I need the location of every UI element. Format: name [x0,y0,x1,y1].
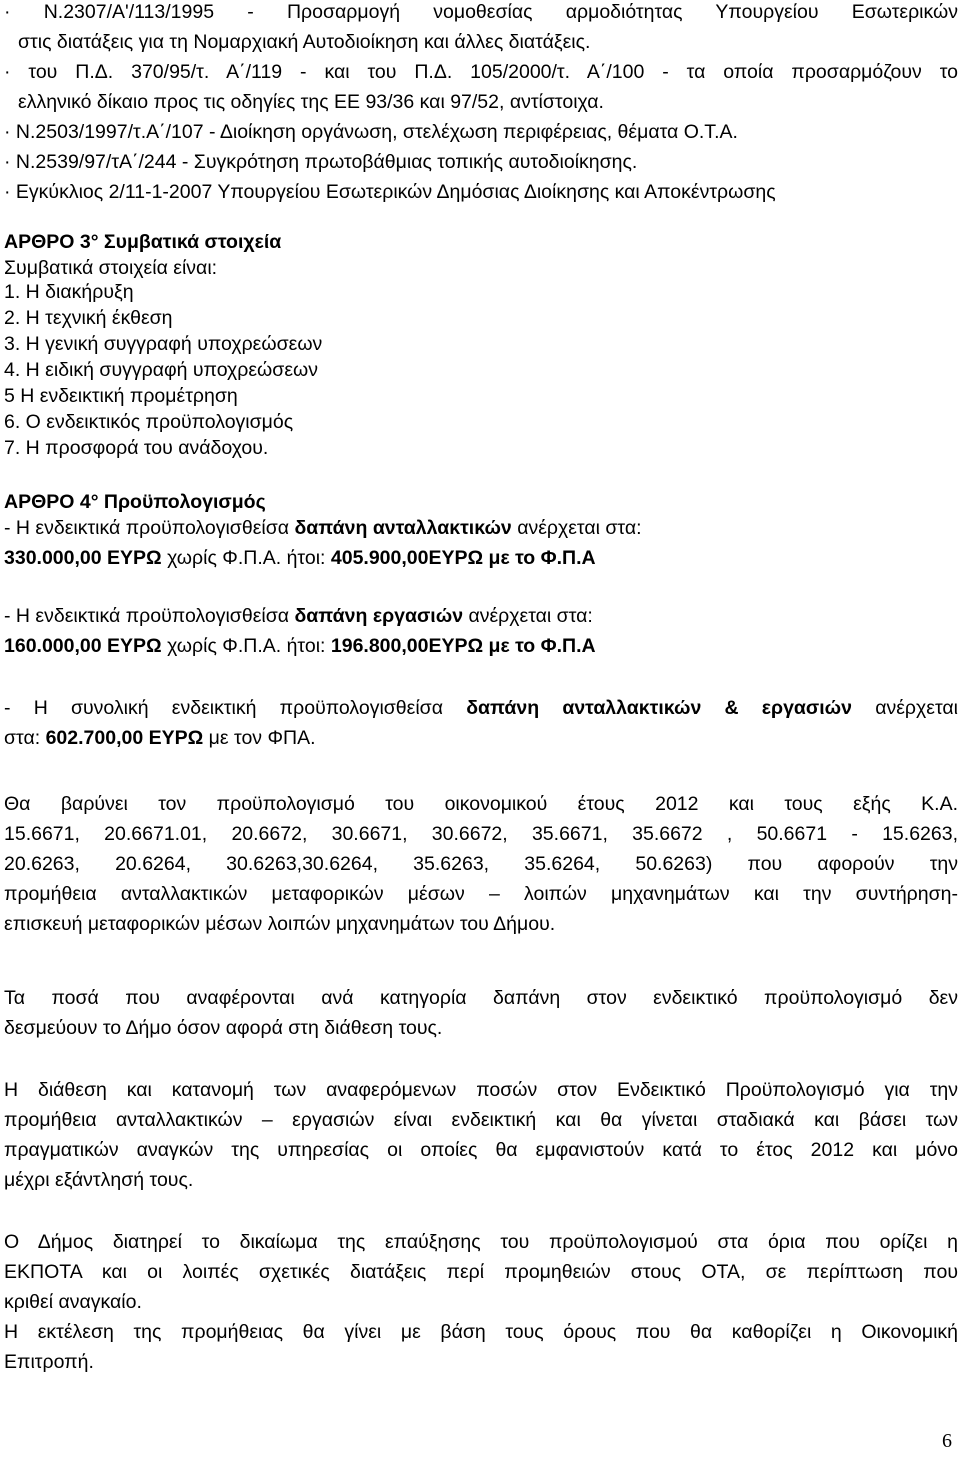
execution-paragraph [4,1317,958,1377]
paragraph-line: ΕΚΠΟΤΑ και οι λοιπές σχετικές διατάξεις περί προμηθειών στους ΟΤΑ, σε περίπτωση που [4,1261,958,1283]
document-body [4,0,958,1377]
total-amount: 602.700,00 ΕΥΡΩ [45,727,204,749]
article-3-title: ΑΡΘΡΟ 3° Συμβατικά στοιχεία [4,231,282,253]
spare-parts-cost-line [4,513,958,543]
list-item: 1. Η διακήρυξη [4,281,134,303]
list-item: 4. Η ειδική συγγραφή υποχρεώσεων [4,359,318,381]
list-item: 2. Η τεχνική έκθεση [4,307,173,329]
paragraph-line: Ο Δήμος διατηρεί το δικαίωμα της επαύξησης του προϋπολογισμού στα όρια που ορίζει η [4,1231,958,1253]
total-cost-line [4,693,958,723]
spare-parts-amount-line [4,543,958,573]
legal-ref-line: ελληνικό δίκαιο προς τις οδηγίες της ΕΕ 93/36 και 97/52, αντίστοιχα. [18,91,604,113]
paragraph-line: μέχρι εξάντλησή τους. [4,1169,194,1191]
total-amount-suffix: με τον ΦΠΑ. [203,727,316,749]
rights-paragraph [4,1227,958,1317]
spare-parts-prefix: - Η ενδεικτικά προϋπολογισθείσα [4,517,295,539]
legal-ref-line: · του Π.Δ. 370/95/τ. Α΄/119 - και του Π.Δ. 105/2000/τ. Α΄/100 - τα οποία προσαρμόζουν το [4,61,958,83]
paragraph-line: κριθεί αναγκαίο. [4,1291,142,1313]
paragraph-line: πραγματικών αναγκών της υπηρεσίας οι οποίες θα εμφανιστούν κατά το έτος 2012 και μόνο [4,1139,958,1161]
legal-ref-line: · Ν.2307/Α'/113/1995 - Προσαρμογή νομοθεσίας αρμοδιότητας Υπουργείου Εσωτερικών [4,1,958,23]
list-item: 3. Η γενική συγγραφή υποχρεώσεων [4,333,323,355]
spare-parts-total: 405.900,00ΕΥΡΩ με το Φ.Π.Α [330,547,596,569]
contract-items-list [4,279,958,461]
legal-ref-line: · Εγκύκλιος 2/11-1-2007 Υπουργείου Εσωτερικών Δημόσιας Διοίκησης και Αποκέντρωσης [4,181,776,203]
paragraph-line: 20.6263, 20.6264, 30.6263,30.6264, 35.6263, 35.6264, 50.6263) που αφορούν την [4,853,958,875]
total-amount-prefix: στα: [4,727,46,749]
article-4-title: ΑΡΘΡΟ 4° Προϋπολογισμός [4,491,266,513]
labour-label: δαπάνη εργασιών [294,605,464,627]
paragraph-line: Η εκτέλεση της προμήθειας θα γίνει με βάση τους όρους που θα καθορίζει η Οικονομική [4,1321,958,1343]
total-amount-line [4,723,958,753]
article-4 [4,487,958,1377]
paragraph-line: Θα βαρύνει τον προϋπολογισμό του οικονομικού έτους 2012 και τους εξής Κ.Α. [4,793,958,815]
spare-parts-amount: 330.000,00 ΕΥΡΩ [4,547,162,569]
labour-prefix: - Η ενδεικτικά προϋπολογισθείσα [4,605,295,627]
legal-ref-line: στις διατάξεις για τη Νομαρχιακή Αυτοδιοίκηση και άλλες διατάξεις. [18,31,591,53]
distribution-paragraph [4,1075,958,1195]
budget-paragraph [4,789,958,939]
spare-parts-amount-mid: χωρίς Φ.Π.Α. ήτοι: [161,547,331,569]
total-suffix: ανέρχεται [852,697,958,719]
spare-parts-label: δαπάνη ανταλλακτικών [294,517,512,539]
paragraph-line: 15.6671, 20.6671.01, 20.6672, 30.6671, 30.6672, 35.6671, 35.6672 , 50.6671 - 15.6263, [4,823,958,845]
paragraph-line: Τα ποσά που αναφέρονται ανά κατηγορία δαπάνη στον ενδεικτικό προϋπολογισμό δεν [4,987,958,1009]
article-3-intro: Συμβατικά στοιχεία είναι: [4,257,218,279]
legal-ref-line: · Ν.2539/97/τΑ΄/244 - Συγκρότηση πρωτοβάθμιας τοπικής αυτοδιοίκησης. [4,151,638,173]
amounts-paragraph [4,983,958,1043]
labour-amount-line [4,631,958,661]
spare-parts-suffix: ανέρχεται στα: [511,517,642,539]
labour-cost-line [4,601,958,631]
labour-suffix: ανέρχεται στα: [463,605,593,627]
labour-total: 196.800,00ΕΥΡΩ με το Φ.Π.Α [330,635,596,657]
labour-amount: 160.000,00 ΕΥΡΩ [4,635,162,657]
total-prefix: - Η συνολική ενδεικτική προϋπολογισθείσα [4,697,467,719]
paragraph-line: προμήθεια ανταλλακτικών – εργασιών είναι ενδεικτική και θα γίνεται σταδιακά και βάσει των [4,1109,958,1131]
paragraph-line: Η διάθεση και κατανομή των αναφερόμενων ποσών στον Ενδεικτικό Προϋπολογισμό για την [4,1079,958,1101]
legal-references [4,0,958,207]
paragraph-line: προμήθεια ανταλλακτικών μεταφορικών μέσων – λοιπών μηχανημάτων και την συντήρηση- [4,883,958,905]
paragraph-line: δεσμεύουν το Δήμο όσον αφορά στη διάθεση τους. [4,1017,443,1039]
labour-amount-mid: χωρίς Φ.Π.Α. ήτοι: [161,635,331,657]
list-item: 5 Η ενδεικτική προμέτρηση [4,385,238,407]
list-item: 7. Η προσφορά του ανάδοχου. [4,437,269,459]
total-label: δαπάνη ανταλλακτικών & εργασιών [466,697,852,719]
list-item: 6. Ο ενδεικτικός προϋπολογισμός [4,411,294,433]
paragraph-line: επισκευή μεταφορικών μέσων λοιπών μηχανημάτων του Δήμου. [4,913,556,935]
page-number: 6 [942,1430,952,1452]
legal-ref-line: · Ν.2503/1997/τ.Α΄/107 - Διοίκηση οργάνωση, στελέχωση περιφέρειας, θέματα Ο.Τ.Α. [4,121,738,143]
article-3 [4,227,958,461]
paragraph-line: Επιτροπή. [4,1351,94,1373]
